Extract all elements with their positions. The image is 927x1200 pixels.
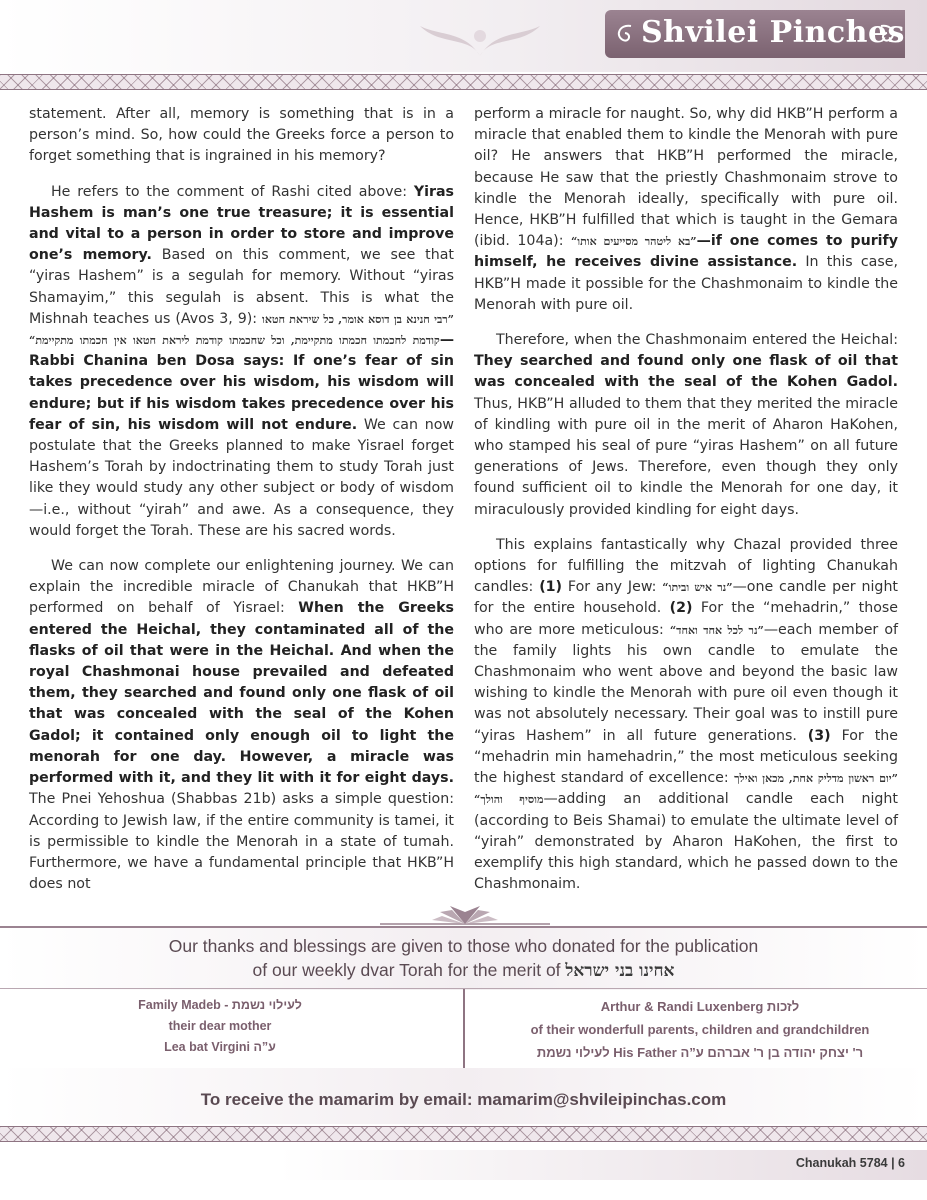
paragraph: This explains fantastically why Chazal provided three options for fulfilling the mitzvah of lighting Chanukah candles: (1) For any Jew: ”נר איש וביתו“—one candle per night for the entire household. (2) For the “mehadrin,” those who are more meticulous: ”נר לכל אחד ואחד“—each member of the family lights his own candle to emulate the Chashmonaim who went above and beyond the basic law wishing to kindle the Menorah with pure oil even though it was not absolutely necessary. Their goal was to instill pure “yiras Hashem” in all future generations. (3) For the “mehadrin min hamehadrin,” the most meticulous seeking the highest standard of excellence: ”יום ראשון מדליק אחת, מכאן ואילך מוסיף והולך“—adding an additional candle each night (according to Beis Shamai) to emulate the ultimate level of “yirah” demonstrated by Aharon HaKohen, the first to exemplify this high standard, which he passed down to the Chashmonaim. (474, 536, 899, 893)
footer-bar (0, 1150, 927, 1180)
publication-title-plate (605, 10, 905, 58)
dedication-panel (0, 988, 927, 1070)
sponsor-text-line1: Our thanks and blessings are given to those who donated for the publication (168, 936, 759, 956)
paragraph: We can now complete our enlightening journey. We can explain the incredible miracle of Chanukah that HKB”H performed on behalf of Yisrael: When the Greeks entered the Heichal, they contaminated all of the flasks of oil that were in the Heichal. And when the royal Chashmonai house prevailed and defeated them, they searched and found only one flask of oil that was concealed with the seal of the Kohen Gadol; it contained only enough oil to light the menorah for one day. However, a miracle was performed with it, and they lit with it for eight days. The Pnei Yehoshua (Shabbas 21b) asks a simple question: According to Jewish law, if the entire community is tamei, it is permissible to kindle the Menorah in a state of tumah. Furthermore, we have a fundamental principle that HKB”H does not (29, 558, 454, 893)
decorative-border-top (0, 74, 927, 90)
issue-page-label: Chanukah 5784 | 6 (795, 1156, 905, 1170)
header-flourish-ornament (380, 6, 580, 62)
paragraph: perform a miracle for naught. So, why did HKB”H perform a miracle that enabled them to kindle the Menorah with pure oil? He answers that HKB”H performed the miracle, because He saw that the priestly Chashmonaim strove to kindle the Menorah ideally, specifically with pure oil. Hence, HKB”H fulfilled that which is taught in the Gemara (ibid. 104a): ”בא ליטהר מסייעים אותו“—if one comes to purify himself, he receives divine assistance. In this case, HKB”H made it possible for the Chashmonaim to kindle the Menorah with pure oil. (474, 106, 899, 313)
publication-title: Shvilei Pinches (641, 15, 905, 50)
article-column-left (29, 104, 454, 909)
paragraph: He refers to the comment of Rashi cited above: Yiras Hashem is man’s one true treasure; it is essential and vital to a person in order to store and improve one’s memory. Based on this comment, we see that “yiras Hashem” is a segulah for memory. Without “yiras Shamayim,” this segulah is absent. This is what the Mishnah teaches us (Avos 3, 9): ”רבי חנינא בן דוסא אומר, כל שיראת חטאו קודמת לחכמתו חכמתו מתקיימת, וכל שחכמתו קודמת ליראת חטאו אין חכמתו מתקיימת“—Rabbi Chanina ben Dosa says: If one’s fear of sin takes precedence over his wisdom, his wisdom will endure; but if his wisdom takes precedence over his fear of sin, his wisdom will not endure. We can now postulate that the Greeks planned to make Yisrael forget Hashem’s Torah by indoctrinating them to study Torah just like they would study any other subject or body of wisdom—i.e., without “yirah” and awe. As a consequence, they would forget the Torah. These are his sacred words. (29, 183, 454, 539)
sponsor-text-line2: of our weekly dvar Torah for the merit of אחינו בני ישראל (252, 960, 675, 981)
sponsor-banner (0, 926, 927, 990)
divider (463, 989, 465, 1069)
dedication-right: Arthur & Randi Luxenberg לזכות of their wonderfull parents, children and grandchildren לעילוי נשמת His Father ר' יצחק יהודה בן ר' אברהם ע”ה (530, 999, 870, 1060)
paragraph: Therefore, when the Chashmonaim entered the Heichal: They searched and found only one flask of oil that was concealed with the seal of the Kohen Gadol. Thus, HKB”H alluded to them that they merited the miracle of kindling with pure oil in the merit of Aharon HaKohen, who stamped his seal of pure “yiras Hashem” on all future generations of Jews. Therefore, even though they only found sufficient oil to kindle the Menorah for one day, it miraculously provided kindling for eight days. (474, 332, 898, 518)
dedication-left: Family Madeb - לעילוי נשמת their dear mother Lea bat Virgini ע”ה (138, 998, 302, 1054)
swirl-ornament-icon (877, 22, 899, 46)
swirl-ornament-icon (613, 22, 635, 46)
email-subscribe-text: To receive the mamarim by email: mamarim@shvileipinchas.com (200, 1090, 727, 1109)
fan-ornament-icon (380, 898, 550, 928)
email-subscribe-bar (0, 1068, 927, 1124)
article-column-right (474, 104, 898, 909)
decorative-border-bottom (0, 1126, 927, 1142)
paragraph: statement. After all, memory is something that is in a person’s mind. So, how could the Greeks force a person to forget something that is ingrained in his memory? (29, 106, 454, 165)
